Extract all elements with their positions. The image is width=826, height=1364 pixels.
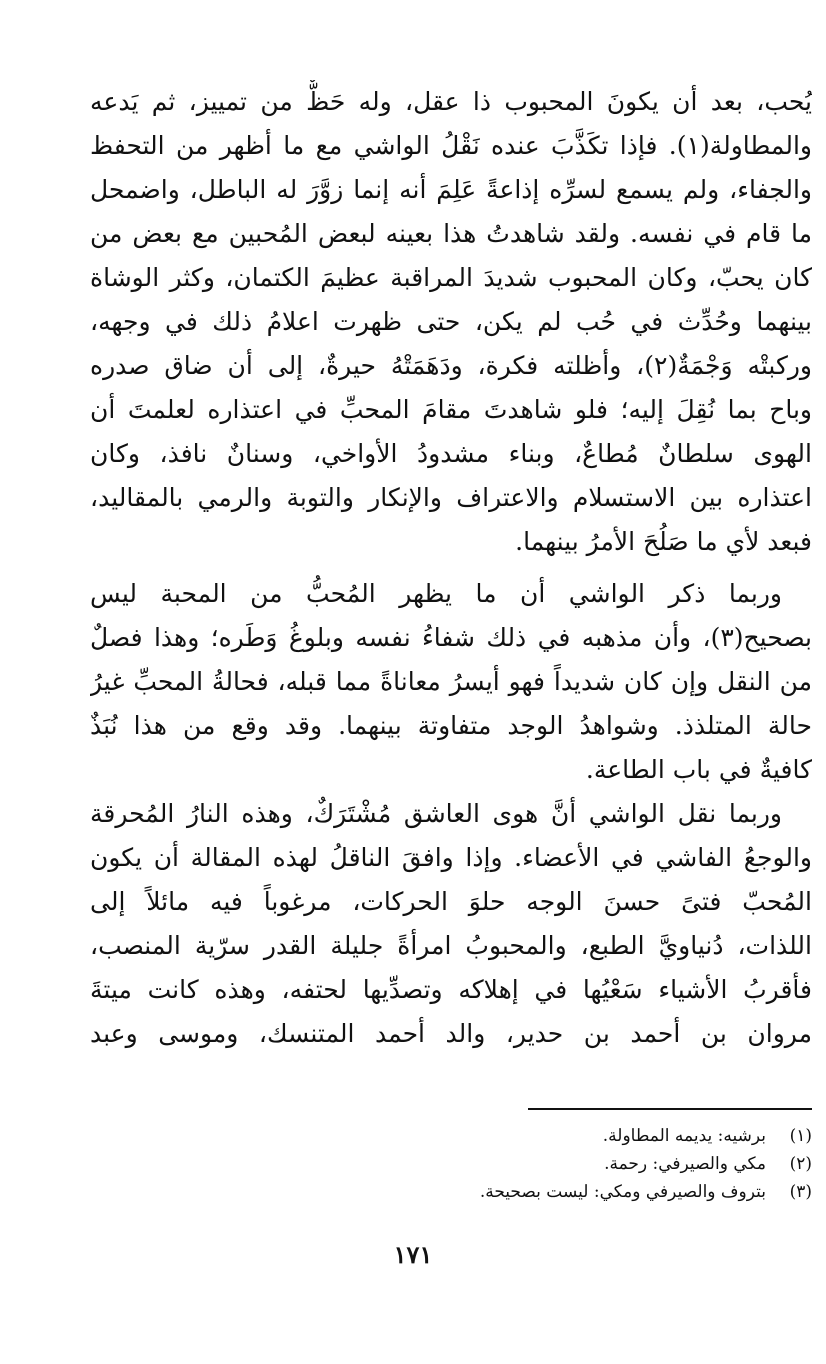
text-line: بينهما وحُدِّث في حُب لم يكن، حتى ظهرت اعلامُ ذلك في وجهه، (90, 307, 812, 336)
paragraph-3 (90, 792, 812, 1056)
text-line: يُحب، بعد أن يكونَ المحبوب ذا عقل، وله حَظٌّ من تمييز، ثم يَدعه (90, 87, 812, 116)
paragraph-1 (90, 80, 812, 564)
text-line: فبعد لأي ما صَلُحَ الأمرُ بينهما. (515, 527, 812, 556)
footnote-divider (528, 1108, 812, 1110)
footnote-text: مكي والصيرفي: رحمة. (604, 1154, 766, 1174)
footnote-number: (٢) (789, 1154, 812, 1174)
text-line: ما قام في نفسه. ولقد شاهدتُ هذا بعينه لبعض المُحبين مع بعض من (90, 219, 812, 248)
text-line: مروان بن أحمد بن حدير، والد أحمد المتنسك، وموسى وعبد (90, 1019, 812, 1048)
text-line: اعتذاره بين الاستسلام والاعتراف والإنكار والتوبة والرمي بالمقاليد، (90, 483, 812, 512)
footnote-text: برشيه: يديمه المطاولة. (602, 1126, 766, 1146)
text-line: الهوى سلطانٌ مُطاعٌ، وبناء مشدودُ الأواخي، وسنانٌ نافذ، وكان (90, 439, 812, 468)
text-line: كان يحبّ، وكان المحبوب شديدَ المراقبة عظيمَ الكتمان، وكثر الوشاة (90, 263, 812, 292)
text-line: وربما نقل الواشي أنَّ هوى العاشق مُشْتَرَكٌ، وهذه النارُ المُحرقة (90, 799, 782, 828)
text-line: كافيةٌ في باب الطاعة. (585, 755, 812, 784)
page-number: ١٧١ (393, 1240, 433, 1269)
text-line: المُحبّ فتىً حسنَ الوجه حلوَ الحركات، مرغوباً فيه مائلاً إلى (90, 887, 812, 916)
text-line: والجفاء، ولم يسمع لسرِّه إذاعةً عَلِمَ أنه إنما زوَّرَ له الباطل، واضمحل (90, 175, 812, 204)
text-line: اللذات، دُنياويَّ الطبع، والمحبوبُ امرأةً جليلة القدر سرّية المنصب، (90, 931, 812, 960)
text-line: وباح بما نُقِلَ إليه؛ فلو شاهدتَ مقامَ المحبِّ في اعتذاره لعلمتَ أن (90, 395, 812, 424)
footnote-text: بتروف والصيرفي ومكي: ليست بصحيحة. (479, 1182, 766, 1202)
footnotes (300, 1122, 812, 1206)
text-line: بصحيح(٣)، وأن مذهبه في ذلك شفاءُ نفسه وبلوغُ وَطَره؛ وهذا فصلٌ (90, 623, 812, 652)
footnote (300, 1122, 812, 1150)
footnote-number: (٣) (789, 1182, 812, 1202)
text-line: فأقربُ الأشياء سَعْيُها في إهلاكه وتصدِّيها لحتفه، وهذه كانت ميتةَ (90, 975, 812, 1004)
text-line: من النقل وإن كان شديداً فهو أيسرُ معاناةً مما قبله، فحالةُ المحبِّ غيرُ (90, 667, 812, 696)
footnote (300, 1178, 812, 1206)
text-line: والمطاولة(١). فإذا تكَذَّبَ عنده نَقْلُ الواشي مع ما أظهر من التحفظ (90, 131, 812, 160)
text-line: والوجعُ الفاشي في الأعضاء. وإذا وافقَ الناقلُ لهذه المقالة أن يكون (90, 843, 812, 872)
text-line: وربما ذكر الواشي أن ما يظهر المُحبُّ من المحبة ليس (90, 579, 782, 608)
footnote-number: (١) (789, 1126, 812, 1146)
text-line: حالة المتلذذ. وشواهدُ الوجد متفاوتة بينهما. وقد وقع من هذا نُبَذٌ (90, 711, 812, 740)
paragraph-2 (90, 572, 812, 792)
footnote (300, 1150, 812, 1178)
text-line: وركبتْه وَجْمَةٌ(٢)، وأظلته فكرة، ودَهَمَتْهُ حيرةٌ، إلى أن ضاق صدره (90, 351, 812, 380)
